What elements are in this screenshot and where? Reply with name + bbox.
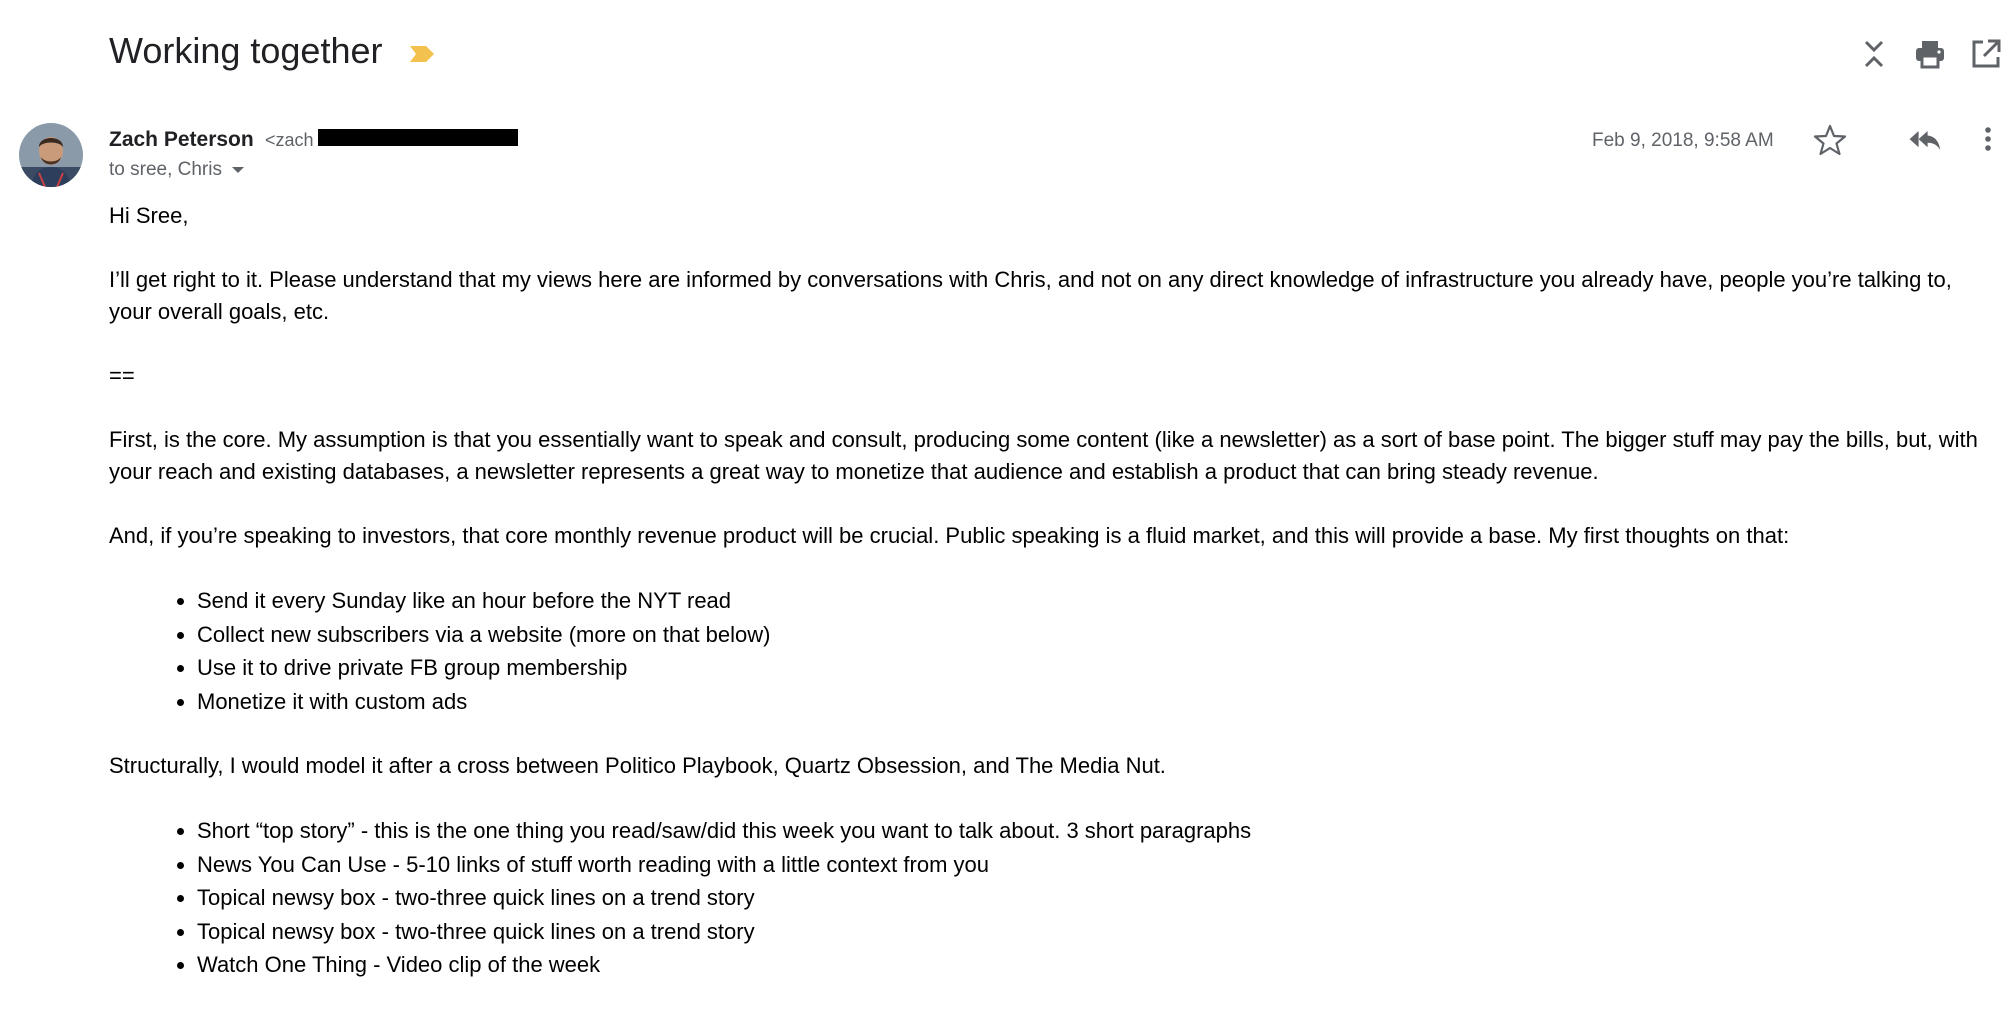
email-date: Feb 9, 2018, 9:58 AM <box>1592 130 1774 151</box>
divider-text: == <box>109 363 135 388</box>
list-item: • Topical newsy box - two-three quick lines on a trend story <box>197 881 1989 915</box>
list-item: • Short “top story” - this is the one thing you read/saw/did this week you want to talk about. 3 short paragraphs <box>197 814 1989 848</box>
recipients-toggle[interactable] <box>109 159 244 181</box>
print-icon[interactable] <box>1912 36 1948 72</box>
collapse-all-icon[interactable] <box>1856 36 1892 72</box>
redaction-bar <box>318 129 518 146</box>
sender-email: <zach <box>265 130 314 150</box>
body-paragraph: I’ll get right to it. Please understand that my views here are informed by conversations with Chris, and not on any direct knowledge of infrastructure you already have, people you’re talking to, your overall goals, etc. <box>109 267 1952 324</box>
email-subject: Working together <box>109 30 383 71</box>
body-paragraph: First, is the core. My assumption is that you essentially want to speak and consult, producing some content (like a newsletter) as a sort of base point. The bigger stuff may pay the bills, but, with your reach and existing databases, a newsletter represents a great way to monetize that audience and establish a product that can bring steady revenue. <box>109 427 1978 484</box>
list-item: • Topical newsy box - two-three quick lines on a trend story <box>197 915 1989 949</box>
recipients-text: to sree, Chris <box>109 159 222 180</box>
list-item: • Collect new subscribers via a website (more on that below) <box>197 618 1989 652</box>
body-paragraph: And, if you’re speaking to investors, that core monthly revenue product will be crucial. Public speaking is a fluid market, and this will provide a base. My first thoughts on that: <box>109 523 1790 548</box>
list-item: • Watch One Thing - Video clip of the week <box>197 948 1989 982</box>
bullet-list <box>109 584 1989 718</box>
open-in-new-window-icon[interactable] <box>1968 36 2004 72</box>
avatar[interactable] <box>19 123 83 187</box>
star-icon[interactable] <box>1812 122 1848 158</box>
list-item: • Send it every Sunday like an hour before the NYT read <box>197 584 1989 618</box>
bullet-list <box>109 814 1989 982</box>
more-vert-icon[interactable] <box>1970 122 2006 158</box>
label-important-icon[interactable] <box>408 44 436 64</box>
reply-all-icon[interactable] <box>1906 122 1942 158</box>
sender-name[interactable]: Zach Peterson <box>109 128 254 151</box>
list-item: • Monetize it with custom ads <box>197 685 1989 719</box>
list-item: • Use it to drive private FB group membership <box>197 651 1989 685</box>
email-body <box>109 200 1989 1014</box>
body-paragraph: Structurally, I would model it after a cross between Politico Playbook, Quartz Obsession, and The Media Nut. <box>109 753 1166 778</box>
greeting: Hi Sree, <box>109 203 189 228</box>
chevron-down-icon <box>232 167 244 173</box>
list-item: • News You Can Use - 5-10 links of stuff worth reading with a little context from you <box>197 848 1989 882</box>
